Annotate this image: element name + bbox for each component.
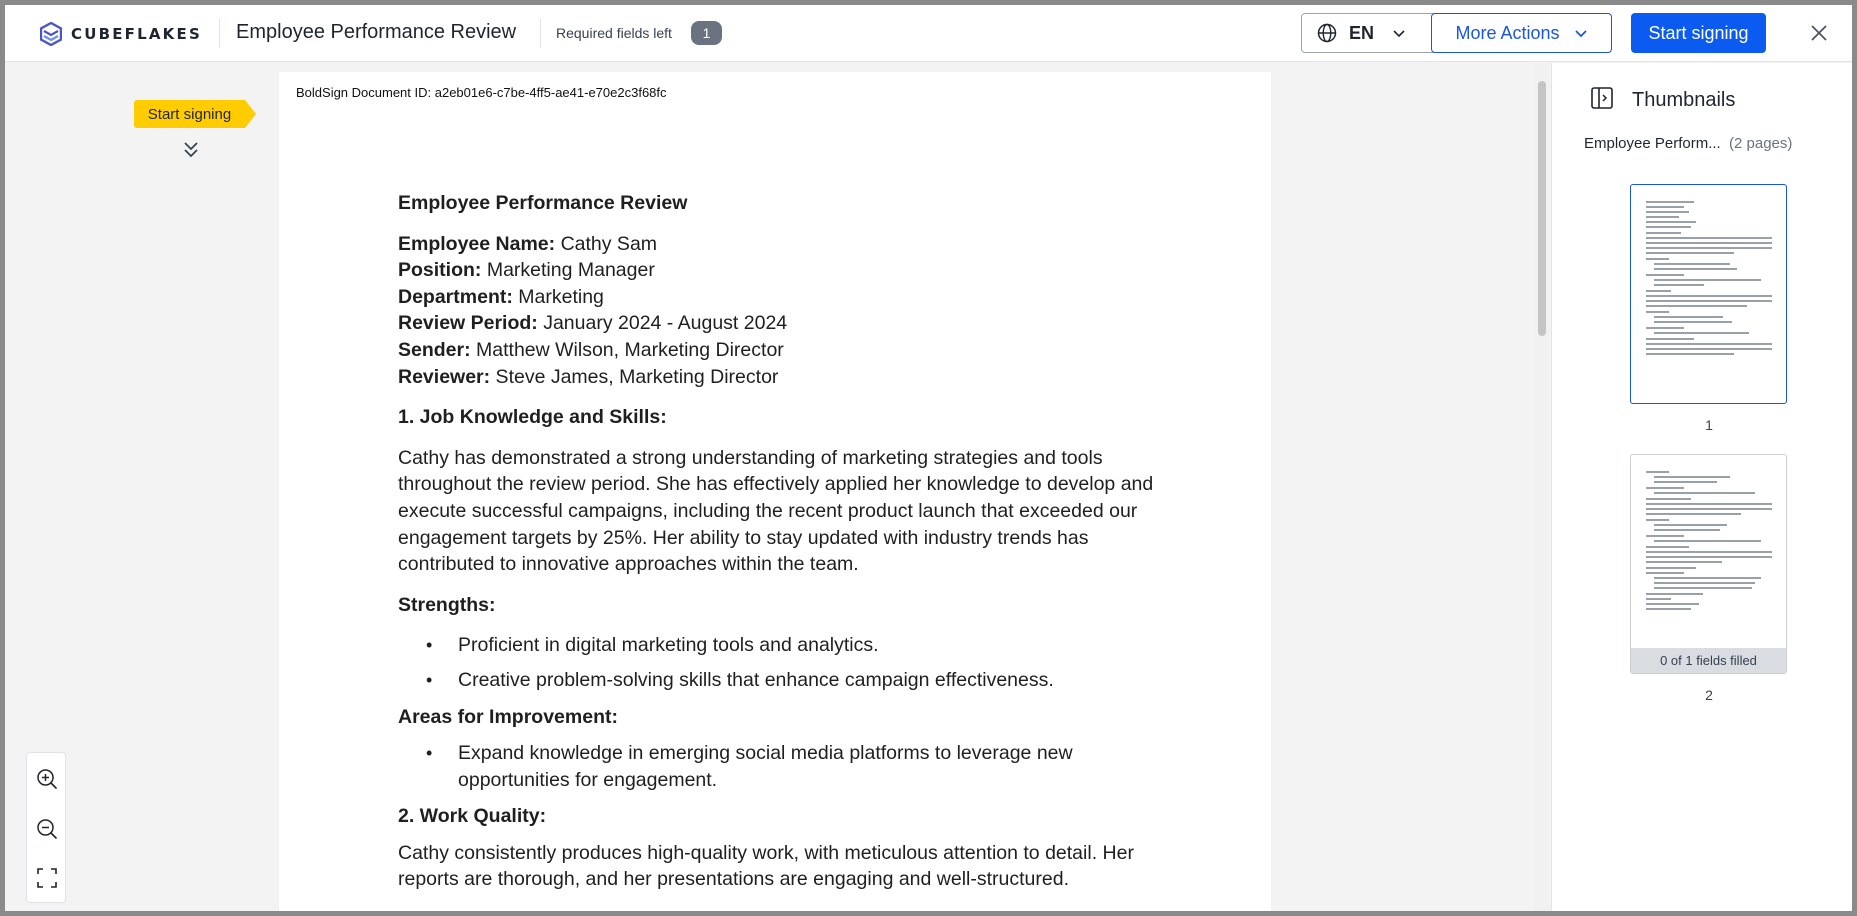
fullscreen-icon — [37, 868, 57, 888]
zoom-in-icon — [36, 768, 58, 790]
chevron-down-icon — [1392, 26, 1406, 40]
improvement-heading: Areas for Improvement: — [398, 705, 618, 728]
thumbnail-page-count: (2 pages) — [1729, 135, 1793, 152]
list-item: • Creative problem-solving skills that enhance campaign effectiveness. — [398, 667, 1158, 694]
required-fields-label: Required fields left — [556, 25, 672, 41]
zoom-out-icon — [36, 818, 58, 840]
more-actions-label: More Actions — [1455, 22, 1560, 43]
start-signing-button[interactable]: Start signing — [1631, 13, 1766, 53]
close-icon — [1810, 24, 1828, 42]
thumbnail-page-number: 2 — [1705, 687, 1713, 703]
zoom-controls — [26, 752, 66, 903]
chevron-down-icon — [1574, 26, 1588, 40]
thumbnail-document-name: Employee Perform... — [1584, 135, 1721, 152]
close-button[interactable] — [1805, 19, 1833, 47]
list-item: • Proficient in digital marketing tools and analytics. — [398, 632, 1158, 659]
field-sender: Sender: Matthew Wilson, Marketing Director — [398, 338, 784, 361]
thumbnail-fields-status: 0 of 1 fields filled — [1631, 648, 1786, 673]
document-id: BoldSign Document ID: a2eb01e6-c7be-4ff5-ae41-e70e2c3f68fc — [296, 85, 667, 100]
paragraph: Cathy has demonstrated a strong understanding of marketing strategies and tools throughout the review period. She has effectively applied her knowledge to develop and execute successful campaigns, including the recent product launch that exceeded our engagement targets by 25%. Her ability to stay updated with industry trends has contributed to innovative approaches within the team. — [398, 446, 1154, 576]
scrollbar-thumb[interactable] — [1538, 81, 1546, 336]
globe-icon — [1317, 23, 1337, 43]
section-heading: 1. Job Knowledge and Skills: — [398, 406, 667, 429]
section-heading: 2. Work Quality: — [398, 805, 547, 828]
zoom-out-button[interactable] — [35, 817, 59, 841]
paragraph: Cathy consistently produces high-quality work, with meticulous attention to detail. Her reports are thorough, and her presentations are engaging and well-structured. — [398, 841, 1134, 891]
logo-text: CUBEFLAKES — [71, 25, 202, 43]
header-divider — [540, 19, 541, 48]
brand-logo[interactable] — [40, 20, 202, 48]
app-window — [5, 5, 1852, 911]
field-employee-name: Employee Name: Cathy Sam — [398, 232, 658, 255]
cubeflakes-logo-icon — [40, 22, 62, 46]
improvement-list — [398, 740, 1158, 793]
thumbnails-title: Thumbnails — [1632, 89, 1736, 111]
field-position: Position: Marketing Manager — [398, 259, 655, 282]
language-label: EN — [1349, 22, 1375, 43]
thumbnail-page-2[interactable] — [1630, 454, 1787, 674]
field-department: Department: Marketing — [398, 285, 604, 308]
header-divider — [219, 19, 220, 48]
document-title: Employee Performance Review — [236, 21, 517, 43]
double-chevron-down-icon[interactable] — [183, 140, 199, 158]
document-heading: Employee Performance Review — [398, 192, 688, 214]
fit-to-screen-button[interactable] — [35, 866, 59, 890]
thumbnail-page-number: 1 — [1705, 417, 1713, 433]
more-actions-button[interactable] — [1431, 13, 1612, 53]
document-body — [398, 190, 1158, 893]
strengths-heading: Strengths: — [398, 593, 496, 616]
start-signing-tag-label: Start signing — [134, 100, 245, 128]
required-fields-badge: 1 — [691, 21, 722, 45]
thumbnail-preview — [1646, 471, 1772, 613]
strengths-list — [398, 632, 1158, 693]
field-reviewer: Reviewer: Steve James, Marketing Director — [398, 365, 779, 388]
zoom-in-button[interactable] — [35, 767, 59, 791]
thumbnail-preview — [1646, 201, 1772, 358]
document-page — [279, 72, 1271, 911]
list-item: • Expand knowledge in emerging social media platforms to leverage new opportunities for engagement. — [398, 740, 1158, 793]
panel-toggle-icon[interactable] — [1591, 87, 1613, 109]
thumbnail-page-1[interactable] — [1630, 184, 1787, 404]
tag-pointer — [245, 100, 256, 128]
field-review-period: Review Period: January 2024 - August 2024 — [398, 312, 788, 335]
top-header — [5, 5, 1852, 62]
thumbnails-panel — [1551, 63, 1852, 911]
language-selector[interactable] — [1301, 13, 1447, 53]
